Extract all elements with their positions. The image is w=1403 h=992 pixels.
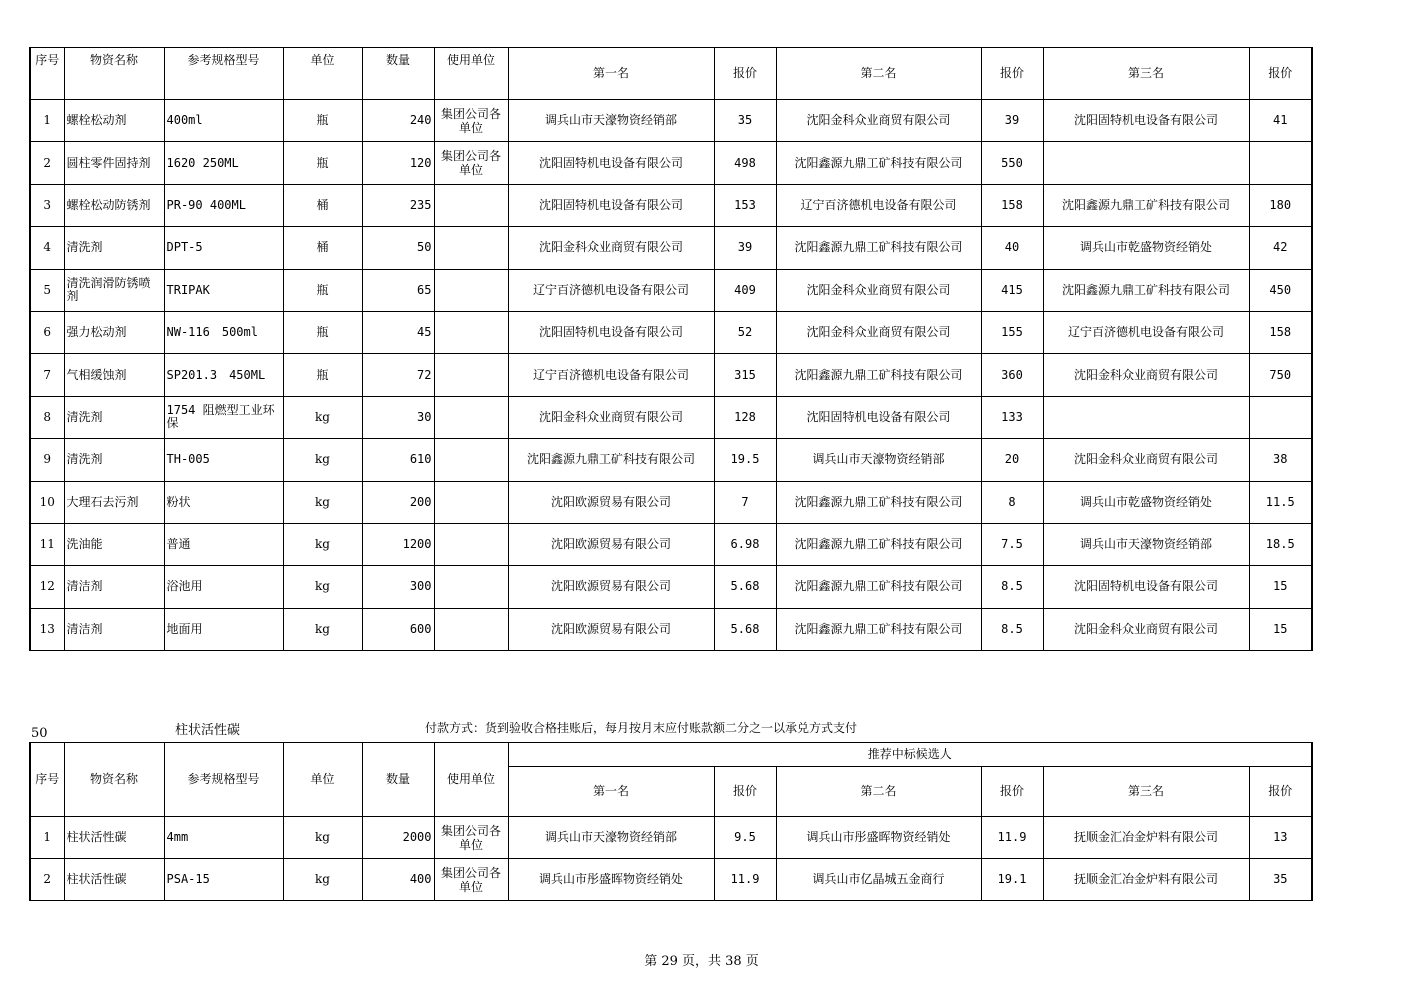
cell-unit: kg (283, 608, 362, 650)
cell-unit: 桶 (283, 227, 362, 269)
section-number: 50 (31, 726, 48, 741)
header-seq: 序号 (30, 48, 64, 100)
cell-second: 沈阳金科众业商贸有限公司 (776, 100, 981, 142)
header-user: 使用单位 (434, 48, 508, 100)
cell-user (434, 608, 508, 650)
cell-p3: 13 (1249, 817, 1312, 859)
cell-seq: 1 (30, 817, 64, 859)
cell-second: 沈阳鑫源九鼎工矿科技有限公司 (776, 523, 981, 565)
cell-first: 调兵山市天濠物资经销部 (508, 100, 714, 142)
cell-seq: 6 (30, 311, 64, 353)
table-row (30, 354, 1312, 396)
cell-p3: 35 (1249, 859, 1312, 901)
header-name: 物资名称 (64, 48, 164, 100)
header-spec: 参考规格型号 (164, 48, 283, 100)
cell-spec: SP201.3 450ML (164, 354, 283, 396)
cell-qty: 610 (362, 439, 434, 481)
cell-third: 沈阳固特机电设备有限公司 (1043, 566, 1249, 608)
cell-user (434, 396, 508, 438)
cell-first: 沈阳欧源贸易有限公司 (508, 566, 714, 608)
cell-unit: kg (283, 817, 362, 859)
bid-table-1 (29, 47, 1313, 651)
cell-first: 沈阳金科众业商贸有限公司 (508, 396, 714, 438)
cell-p1: 39 (714, 227, 776, 269)
cell-third: 沈阳金科众业商贸有限公司 (1043, 354, 1249, 396)
cell-third: 沈阳鑫源九鼎工矿科技有限公司 (1043, 184, 1249, 226)
cell-third: 调兵山市乾盛物资经销处 (1043, 481, 1249, 523)
cell-p3 (1249, 142, 1312, 184)
cell-name: 清洗润滑防锈喷剂 (64, 269, 164, 311)
cell-p2: 7.5 (981, 523, 1043, 565)
table-row (30, 311, 1312, 353)
cell-p1: 6.98 (714, 523, 776, 565)
cell-name: 清洁剂 (64, 608, 164, 650)
cell-second: 调兵山市天濠物资经销部 (776, 439, 981, 481)
header2-user: 使用单位 (434, 743, 508, 817)
cell-name: 柱状活性碳 (64, 817, 164, 859)
table-row (30, 227, 1312, 269)
cell-user (434, 311, 508, 353)
cell-third: 沈阳固特机电设备有限公司 (1043, 100, 1249, 142)
cell-spec: 4mm (164, 817, 283, 859)
cell-qty: 50 (362, 227, 434, 269)
cell-p2: 8.5 (981, 566, 1043, 608)
header-first: 第一名 (508, 48, 714, 100)
cell-seq: 4 (30, 227, 64, 269)
cell-second: 沈阳固特机电设备有限公司 (776, 396, 981, 438)
cell-name: 清洗剂 (64, 396, 164, 438)
page-footer: 第 29 页，共 38 页 (644, 954, 759, 969)
cell-seq: 8 (30, 396, 64, 438)
cell-third: 抚顺金汇冶金炉料有限公司 (1043, 859, 1249, 901)
cell-spec: 1754 阻燃型工业环保 (164, 396, 283, 438)
cell-third (1043, 396, 1249, 438)
cell-user: 集团公司各单位 (434, 100, 508, 142)
table-row (30, 481, 1312, 523)
recommend-header: 推荐中标候选人 (508, 743, 1312, 767)
cell-p2: 40 (981, 227, 1043, 269)
cell-third: 沈阳金科众业商贸有限公司 (1043, 439, 1249, 481)
bid-table-2 (29, 742, 1313, 901)
table-row (30, 523, 1312, 565)
cell-qty: 240 (362, 100, 434, 142)
cell-p3: 180 (1249, 184, 1312, 226)
cell-second: 沈阳鑫源九鼎工矿科技有限公司 (776, 608, 981, 650)
cell-second: 调兵山市彤盛晖物资经销处 (776, 817, 981, 859)
cell-p2: 133 (981, 396, 1043, 438)
cell-qty: 2000 (362, 817, 434, 859)
cell-p3 (1249, 396, 1312, 438)
cell-qty: 30 (362, 396, 434, 438)
cell-p1: 35 (714, 100, 776, 142)
header-price1: 报价 (714, 48, 776, 100)
cell-user (434, 269, 508, 311)
cell-spec: NW-116 500ml (164, 311, 283, 353)
cell-p2: 19.1 (981, 859, 1043, 901)
cell-p1: 409 (714, 269, 776, 311)
cell-user (434, 481, 508, 523)
cell-third: 调兵山市乾盛物资经销处 (1043, 227, 1249, 269)
payment-terms: 付款方式：货到验收合格挂账后，每月按月末应付账款额二分之一以承兑方式支付 (425, 721, 858, 735)
cell-p3: 15 (1249, 608, 1312, 650)
cell-seq: 3 (30, 184, 64, 226)
cell-p3: 41 (1249, 100, 1312, 142)
cell-seq: 2 (30, 859, 64, 901)
cell-p1: 153 (714, 184, 776, 226)
cell-qty: 1200 (362, 523, 434, 565)
cell-p2: 155 (981, 311, 1043, 353)
cell-spec: TH-005 (164, 439, 283, 481)
cell-unit: kg (283, 439, 362, 481)
cell-first: 沈阳固特机电设备有限公司 (508, 311, 714, 353)
cell-second: 沈阳鑫源九鼎工矿科技有限公司 (776, 354, 981, 396)
cell-first: 调兵山市彤盛晖物资经销处 (508, 859, 714, 901)
cell-seq: 2 (30, 142, 64, 184)
cell-spec: 浴池用 (164, 566, 283, 608)
cell-spec: TRIPAK (164, 269, 283, 311)
header-qty: 数量 (362, 48, 434, 100)
cell-p2: 415 (981, 269, 1043, 311)
cell-first: 调兵山市天濠物资经销部 (508, 817, 714, 859)
cell-p2: 11.9 (981, 817, 1043, 859)
cell-qty: 72 (362, 354, 434, 396)
cell-first: 沈阳固特机电设备有限公司 (508, 142, 714, 184)
cell-name: 螺栓松动剂 (64, 100, 164, 142)
cell-unit: kg (283, 523, 362, 565)
header2-seq: 序号 (30, 743, 64, 817)
cell-third: 沈阳金科众业商贸有限公司 (1043, 608, 1249, 650)
cell-p2: 158 (981, 184, 1043, 226)
cell-p2: 360 (981, 354, 1043, 396)
header2-third: 第三名 (1043, 767, 1249, 817)
table-row (30, 817, 1312, 859)
cell-p3: 18.5 (1249, 523, 1312, 565)
cell-spec: PSA-15 (164, 859, 283, 901)
cell-p2: 20 (981, 439, 1043, 481)
cell-third: 抚顺金汇冶金炉料有限公司 (1043, 817, 1249, 859)
cell-p1: 315 (714, 354, 776, 396)
cell-second: 沈阳鑫源九鼎工矿科技有限公司 (776, 566, 981, 608)
cell-name: 气相缓蚀剂 (64, 354, 164, 396)
header2-price3: 报价 (1249, 767, 1312, 817)
header2-price1: 报价 (714, 767, 776, 817)
cell-first: 辽宁百济德机电设备有限公司 (508, 269, 714, 311)
cell-spec: 400ml (164, 100, 283, 142)
cell-p3: 11.5 (1249, 481, 1312, 523)
cell-unit: 瓶 (283, 354, 362, 396)
cell-first: 沈阳金科众业商贸有限公司 (508, 227, 714, 269)
cell-name: 清洁剂 (64, 566, 164, 608)
cell-spec: DPT-5 (164, 227, 283, 269)
table-row (30, 100, 1312, 142)
cell-seq: 10 (30, 481, 64, 523)
cell-seq: 1 (30, 100, 64, 142)
table-row (30, 566, 1312, 608)
cell-spec: PR-90 400ML (164, 184, 283, 226)
cell-user: 集团公司各单位 (434, 859, 508, 901)
cell-second: 沈阳鑫源九鼎工矿科技有限公司 (776, 481, 981, 523)
table-row (30, 859, 1312, 901)
cell-user: 集团公司各单位 (434, 142, 508, 184)
cell-spec: 1620 250ML (164, 142, 283, 184)
cell-qty: 200 (362, 481, 434, 523)
header2-unit: 单位 (283, 743, 362, 817)
cell-user: 集团公司各单位 (434, 817, 508, 859)
cell-name: 圆柱零件固持剂 (64, 142, 164, 184)
cell-first: 沈阳欧源贸易有限公司 (508, 481, 714, 523)
cell-p3: 158 (1249, 311, 1312, 353)
cell-first: 沈阳欧源贸易有限公司 (508, 523, 714, 565)
cell-p2: 550 (981, 142, 1043, 184)
cell-name: 清洗剂 (64, 227, 164, 269)
cell-user (434, 523, 508, 565)
cell-seq: 5 (30, 269, 64, 311)
cell-name: 清洗剂 (64, 439, 164, 481)
cell-second: 沈阳金科众业商贸有限公司 (776, 311, 981, 353)
header2-price2: 报价 (981, 767, 1043, 817)
cell-p3: 750 (1249, 354, 1312, 396)
cell-qty: 300 (362, 566, 434, 608)
cell-p3: 42 (1249, 227, 1312, 269)
cell-seq: 11 (30, 523, 64, 565)
cell-qty: 65 (362, 269, 434, 311)
cell-qty: 45 (362, 311, 434, 353)
header-unit: 单位 (283, 48, 362, 100)
cell-name: 柱状活性碳 (64, 859, 164, 901)
cell-unit: 瓶 (283, 100, 362, 142)
cell-unit: kg (283, 396, 362, 438)
table-row (30, 142, 1312, 184)
cell-name: 螺栓松动防锈剂 (64, 184, 164, 226)
cell-p1: 19.5 (714, 439, 776, 481)
cell-unit: 瓶 (283, 269, 362, 311)
cell-name: 强力松动剂 (64, 311, 164, 353)
cell-qty: 120 (362, 142, 434, 184)
cell-second: 沈阳鑫源九鼎工矿科技有限公司 (776, 227, 981, 269)
cell-user (434, 439, 508, 481)
cell-unit: 瓶 (283, 142, 362, 184)
cell-p3: 15 (1249, 566, 1312, 608)
cell-p3: 450 (1249, 269, 1312, 311)
cell-spec: 普通 (164, 523, 283, 565)
cell-unit: kg (283, 566, 362, 608)
table-row (30, 396, 1312, 438)
cell-p1: 11.9 (714, 859, 776, 901)
cell-p1: 9.5 (714, 817, 776, 859)
cell-unit: 桶 (283, 184, 362, 226)
cell-seq: 12 (30, 566, 64, 608)
cell-second: 沈阳鑫源九鼎工矿科技有限公司 (776, 142, 981, 184)
cell-user (434, 227, 508, 269)
cell-seq: 13 (30, 608, 64, 650)
header-second: 第二名 (776, 48, 981, 100)
cell-seq: 9 (30, 439, 64, 481)
header2-spec: 参考规格型号 (164, 743, 283, 817)
cell-name: 洗油能 (64, 523, 164, 565)
header2-qty: 数量 (362, 743, 434, 817)
cell-second: 沈阳金科众业商贸有限公司 (776, 269, 981, 311)
cell-p1: 5.68 (714, 608, 776, 650)
cell-p2: 8.5 (981, 608, 1043, 650)
header2-second: 第二名 (776, 767, 981, 817)
cell-second: 调兵山市亿晶城五金商行 (776, 859, 981, 901)
cell-first: 辽宁百济德机电设备有限公司 (508, 354, 714, 396)
header2-name: 物资名称 (64, 743, 164, 817)
header2-first: 第一名 (508, 767, 714, 817)
cell-qty: 400 (362, 859, 434, 901)
cell-p1: 128 (714, 396, 776, 438)
cell-user (434, 354, 508, 396)
table-row (30, 439, 1312, 481)
cell-seq: 7 (30, 354, 64, 396)
cell-spec: 粉状 (164, 481, 283, 523)
cell-third (1043, 142, 1249, 184)
cell-spec: 地面用 (164, 608, 283, 650)
cell-p1: 5.68 (714, 566, 776, 608)
cell-second: 辽宁百济德机电设备有限公司 (776, 184, 981, 226)
cell-user (434, 184, 508, 226)
table-row (30, 184, 1312, 226)
header-third: 第三名 (1043, 48, 1249, 100)
section-category: 柱状活性碳 (175, 723, 241, 738)
cell-third: 沈阳鑫源九鼎工矿科技有限公司 (1043, 269, 1249, 311)
cell-p1: 7 (714, 481, 776, 523)
cell-p1: 498 (714, 142, 776, 184)
cell-unit: 瓶 (283, 311, 362, 353)
cell-unit: kg (283, 859, 362, 901)
cell-unit: kg (283, 481, 362, 523)
cell-qty: 235 (362, 184, 434, 226)
cell-p1: 52 (714, 311, 776, 353)
cell-third: 辽宁百济德机电设备有限公司 (1043, 311, 1249, 353)
cell-name: 大理石去污剂 (64, 481, 164, 523)
cell-first: 沈阳鑫源九鼎工矿科技有限公司 (508, 439, 714, 481)
cell-p2: 39 (981, 100, 1043, 142)
cell-p3: 38 (1249, 439, 1312, 481)
cell-third: 调兵山市天濠物资经销部 (1043, 523, 1249, 565)
cell-first: 沈阳固特机电设备有限公司 (508, 184, 714, 226)
cell-p2: 8 (981, 481, 1043, 523)
header-price2: 报价 (981, 48, 1043, 100)
cell-first: 沈阳欧源贸易有限公司 (508, 608, 714, 650)
table-row (30, 269, 1312, 311)
header-price3: 报价 (1249, 48, 1312, 100)
table-row (30, 608, 1312, 650)
cell-qty: 600 (362, 608, 434, 650)
cell-user (434, 566, 508, 608)
